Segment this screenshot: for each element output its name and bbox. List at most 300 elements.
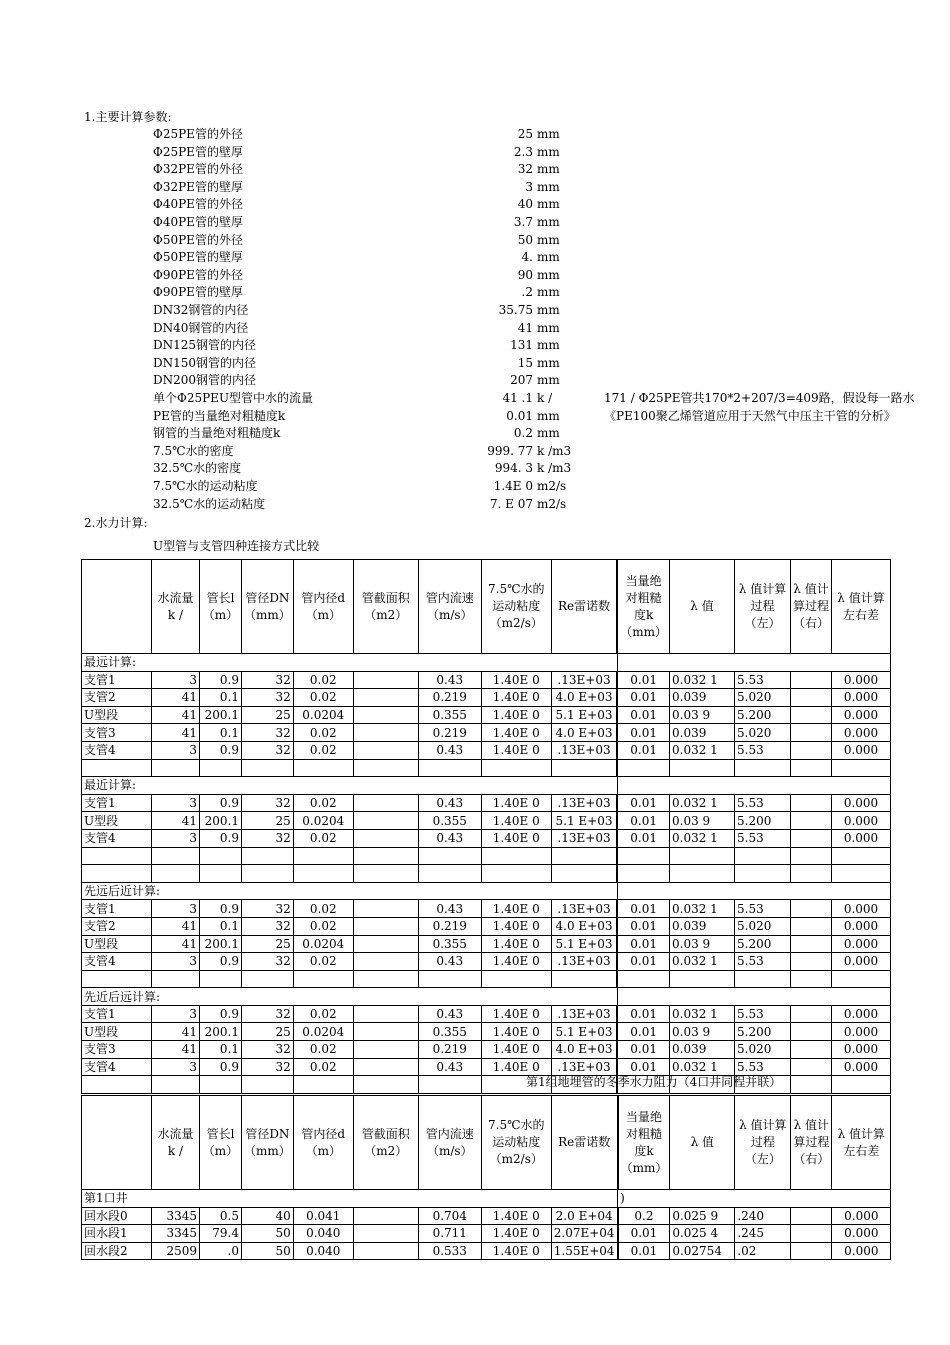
table-cell: 0.000 bbox=[832, 1041, 891, 1059]
table-cell: 5.200 bbox=[735, 1023, 791, 1041]
empty-cell bbox=[551, 759, 617, 777]
table-cell bbox=[791, 689, 832, 707]
column-header: λ 值计算过程（右） bbox=[791, 560, 832, 654]
table-cell: .02 bbox=[735, 1242, 791, 1260]
table-cell bbox=[353, 671, 418, 689]
param-unit: mm bbox=[537, 232, 560, 247]
empty-cell bbox=[832, 847, 891, 865]
empty-cell bbox=[200, 759, 242, 777]
param-row bbox=[0, 320, 950, 338]
table-cell: 0.01 bbox=[617, 1041, 669, 1059]
table-cell: 0.01 bbox=[617, 935, 669, 953]
empty-cell bbox=[481, 865, 551, 883]
table-cell: 5.200 bbox=[735, 706, 791, 724]
param-value: 3 bbox=[525, 179, 533, 194]
param-name: DN200钢管的内径 bbox=[153, 373, 257, 388]
table-cell: 0.039 bbox=[670, 689, 735, 707]
table-cell: 200.1 bbox=[200, 812, 242, 830]
table-cell bbox=[791, 953, 832, 971]
param-name: DN150钢管的内径 bbox=[153, 355, 257, 370]
table-cell: 0.1 bbox=[200, 1041, 242, 1059]
param-unit: mm bbox=[537, 144, 560, 159]
table-cell: 1.40E 0 bbox=[481, 794, 551, 812]
table-cell: 3 bbox=[152, 741, 200, 759]
table-cell: 回水段1 bbox=[82, 1225, 152, 1243]
param-name: 单个Φ25PEU型管中水的流量 bbox=[153, 391, 314, 405]
param-value: 131 bbox=[510, 338, 533, 353]
table-cell: 3 bbox=[152, 1005, 200, 1023]
table-cell: 0.032 1 bbox=[670, 794, 735, 812]
table-cell: 1.40E 0 bbox=[481, 1207, 551, 1225]
table-cell: 5.53 bbox=[735, 794, 791, 812]
empty-cell bbox=[670, 759, 735, 777]
param-name: 钢管的当量绝对粗糙度k bbox=[153, 426, 281, 441]
table-cell: 32 bbox=[242, 741, 294, 759]
param-row bbox=[0, 478, 950, 496]
param-value: 999. 77 bbox=[487, 443, 533, 458]
table-cell: 0.01 bbox=[618, 1225, 670, 1243]
table-cell: 5.53 bbox=[735, 829, 791, 847]
table-cell: 200.1 bbox=[200, 706, 242, 724]
table-cell: 5.020 bbox=[735, 689, 791, 707]
table-cell: 0.0204 bbox=[293, 935, 353, 953]
empty-cell bbox=[82, 1076, 152, 1094]
table-cell bbox=[353, 1225, 418, 1243]
table-cell: 0.032 1 bbox=[670, 900, 735, 918]
table-row bbox=[82, 1207, 891, 1225]
table-cell: 0.000 bbox=[832, 724, 891, 742]
empty-cell bbox=[152, 865, 200, 883]
table-cell: 0.000 bbox=[832, 829, 891, 847]
table-cell: 0.0204 bbox=[293, 812, 353, 830]
param-value: 50 bbox=[517, 232, 533, 247]
table-cell: 0.9 bbox=[200, 741, 242, 759]
table-cell: 0.040 bbox=[293, 1242, 353, 1260]
table-cell: 支管4 bbox=[82, 829, 152, 847]
param-value: 0.01 bbox=[506, 408, 533, 423]
table-cell: 0.02 bbox=[293, 917, 353, 935]
empty-cell bbox=[242, 847, 294, 865]
table-cell: 3345 bbox=[152, 1225, 200, 1243]
table-cell: 0.01 bbox=[617, 689, 669, 707]
table-cell: 2.0 E+04 bbox=[551, 1207, 617, 1225]
table-row bbox=[82, 741, 891, 759]
table-cell bbox=[791, 706, 832, 724]
table-cell: 支管4 bbox=[82, 741, 152, 759]
table-cell: 1.40E 0 bbox=[481, 812, 551, 830]
table-cell: 5.020 bbox=[735, 917, 791, 935]
table-cell: 1.40E 0 bbox=[481, 689, 551, 707]
param-value: 32 bbox=[517, 162, 533, 177]
table-row bbox=[82, 812, 891, 830]
table-cell: 1.40E 0 bbox=[481, 953, 551, 971]
empty-cell bbox=[481, 759, 551, 777]
column-header: 水流量k / bbox=[152, 1096, 200, 1190]
param-name: Φ50PE管的外径 bbox=[153, 232, 243, 247]
column-header: 管截面积（m2） bbox=[353, 1096, 418, 1190]
table-cell bbox=[353, 724, 418, 742]
table-row bbox=[82, 671, 891, 689]
table-cell: 32 bbox=[242, 829, 294, 847]
table-cell: 0.01 bbox=[617, 741, 669, 759]
table-row bbox=[82, 794, 891, 812]
table-cell bbox=[353, 1207, 418, 1225]
empty-cell bbox=[832, 865, 891, 883]
table1-caption: U型管与支管四种连接方式比较 bbox=[153, 539, 320, 553]
empty-cell bbox=[293, 1076, 353, 1094]
table-cell: 0.03 9 bbox=[670, 1023, 735, 1041]
param-unit: mm bbox=[537, 127, 560, 141]
param-row bbox=[0, 249, 950, 267]
param-unit: m2/s bbox=[537, 496, 567, 511]
empty-cell bbox=[293, 865, 353, 883]
section-tail bbox=[617, 654, 890, 672]
table-cell: 0.000 bbox=[832, 900, 891, 918]
table-cell: 0.000 bbox=[832, 1242, 891, 1260]
param-unit: mm bbox=[537, 303, 560, 317]
table-cell: 0.5 bbox=[200, 1207, 242, 1225]
param-row bbox=[0, 443, 950, 461]
table-cell bbox=[791, 935, 832, 953]
table-cell: 25 bbox=[242, 706, 294, 724]
table-cell: 0.032 1 bbox=[670, 829, 735, 847]
table-cell: 0.711 bbox=[418, 1225, 481, 1243]
empty-cell bbox=[670, 847, 735, 865]
table-header-row bbox=[82, 560, 891, 654]
param-name: Φ90PE管的外径 bbox=[153, 267, 243, 282]
table-cell: 4.0 E+03 bbox=[551, 917, 617, 935]
table-cell: 0.219 bbox=[418, 689, 481, 707]
param-name: Φ25PE管的壁厚 bbox=[153, 144, 243, 159]
table-cell: 0.01 bbox=[617, 953, 669, 971]
table-cell: 0.9 bbox=[200, 671, 242, 689]
table-cell: U型段 bbox=[82, 935, 152, 953]
empty-cell bbox=[242, 970, 294, 988]
table-cell: 0.01 bbox=[617, 1005, 669, 1023]
column-header: λ 值计算左右差 bbox=[832, 1096, 891, 1190]
empty-cell bbox=[551, 847, 617, 865]
param-unit: mm bbox=[537, 285, 560, 300]
table-cell: 0.219 bbox=[418, 1041, 481, 1059]
table-cell: 0.000 bbox=[832, 1023, 891, 1041]
param-value: 207 bbox=[510, 373, 533, 388]
table-row bbox=[82, 1041, 891, 1059]
table-cell bbox=[353, 741, 418, 759]
table-cell: 32 bbox=[242, 1005, 294, 1023]
table-cell: U型段 bbox=[82, 812, 152, 830]
table-cell: 5.53 bbox=[735, 953, 791, 971]
table1 bbox=[81, 559, 891, 1094]
table-cell: 0.000 bbox=[832, 935, 891, 953]
table-cell bbox=[791, 917, 832, 935]
table-row bbox=[82, 1190, 891, 1208]
column-header: Re雷诺数 bbox=[551, 560, 617, 654]
param-value: 1.4E 0 bbox=[493, 479, 533, 493]
empty-cell bbox=[82, 759, 152, 777]
table-cell: 3 bbox=[152, 900, 200, 918]
table-cell: .13E+03 bbox=[551, 794, 617, 812]
table-cell: 0.03 9 bbox=[670, 812, 735, 830]
param-row bbox=[0, 126, 950, 144]
table-cell: 0.355 bbox=[418, 1023, 481, 1041]
table-cell: 32 bbox=[242, 1058, 294, 1076]
table-cell: 0.1 bbox=[200, 689, 242, 707]
param-row bbox=[0, 284, 950, 302]
empty-cell bbox=[832, 970, 891, 988]
table-cell bbox=[353, 812, 418, 830]
table-cell: 5.53 bbox=[735, 1005, 791, 1023]
table-cell: 0.000 bbox=[832, 917, 891, 935]
table-cell: 5.200 bbox=[735, 812, 791, 830]
param-unit: mm bbox=[537, 338, 560, 353]
table-cell: 0.032 1 bbox=[670, 953, 735, 971]
param-name: Φ40PE管的外径 bbox=[153, 197, 243, 212]
table-cell bbox=[353, 829, 418, 847]
table-cell: 41 bbox=[152, 1023, 200, 1041]
table-cell: 支管3 bbox=[82, 724, 152, 742]
table-cell bbox=[791, 812, 832, 830]
empty-cell bbox=[152, 970, 200, 988]
table-cell: 0.43 bbox=[418, 671, 481, 689]
section2-title: 2.水力计算: bbox=[84, 516, 148, 530]
empty-cell bbox=[617, 865, 669, 883]
empty-cell bbox=[670, 865, 735, 883]
column-header: λ 值 bbox=[670, 1096, 735, 1190]
table-cell: 5.53 bbox=[735, 741, 791, 759]
empty-cell bbox=[200, 865, 242, 883]
table-cell bbox=[791, 1058, 832, 1076]
table-cell: .245 bbox=[735, 1225, 791, 1243]
table-row bbox=[82, 689, 891, 707]
table-cell: 0.02 bbox=[293, 1041, 353, 1059]
param-name: 32.5℃水的密度 bbox=[153, 461, 242, 476]
param-name: PE管的当量绝对粗糙度k bbox=[153, 408, 286, 423]
table-cell: 0.01 bbox=[617, 671, 669, 689]
table-row bbox=[82, 759, 891, 777]
table-row bbox=[82, 706, 891, 724]
empty-cell bbox=[481, 970, 551, 988]
table-cell bbox=[353, 917, 418, 935]
table-cell: 5.1 E+03 bbox=[551, 812, 617, 830]
table-cell: 0.02 bbox=[293, 724, 353, 742]
table-cell: 32 bbox=[242, 1041, 294, 1059]
table-cell: 50 bbox=[242, 1225, 294, 1243]
param-name: 7.5℃水的运动粘度 bbox=[153, 479, 258, 493]
param-unit: k / bbox=[537, 391, 553, 405]
param-unit: mm bbox=[537, 250, 560, 265]
table-cell: 0.2 bbox=[618, 1207, 670, 1225]
table-cell: 0.43 bbox=[418, 900, 481, 918]
table-cell bbox=[791, 1023, 832, 1041]
table-row bbox=[82, 882, 891, 900]
table-cell: 4.0 E+03 bbox=[551, 724, 617, 742]
param-unit: mm bbox=[537, 179, 560, 194]
table-cell: 0.01 bbox=[617, 724, 669, 742]
column-header bbox=[82, 1096, 152, 1190]
empty-cell bbox=[293, 970, 353, 988]
table-cell: 0.0204 bbox=[293, 1023, 353, 1041]
table-cell bbox=[791, 1242, 832, 1260]
table-cell: 32 bbox=[242, 953, 294, 971]
section-label: 第1口井 bbox=[82, 1190, 618, 1208]
section-tail: ) bbox=[618, 1190, 891, 1208]
table-cell: 1.40E 0 bbox=[481, 1041, 551, 1059]
param-unit: m2/s bbox=[537, 479, 567, 493]
table-cell: 0.9 bbox=[200, 953, 242, 971]
table-cell: 1.40E 0 bbox=[481, 1242, 551, 1260]
table-cell: 0.355 bbox=[418, 706, 481, 724]
table-cell: 2509 bbox=[152, 1242, 200, 1260]
param-name: 7.5℃水的密度 bbox=[153, 443, 234, 458]
table-cell: 0.01 bbox=[618, 1242, 670, 1260]
table-cell: 4.0 E+03 bbox=[551, 1041, 617, 1059]
table-cell: 0.040 bbox=[293, 1225, 353, 1243]
table-cell: 3 bbox=[152, 671, 200, 689]
table-cell: 0.01 bbox=[617, 812, 669, 830]
column-header: 当量绝对粗糙度k（mm） bbox=[617, 560, 669, 654]
table-cell bbox=[791, 671, 832, 689]
table-cell: 0.032 1 bbox=[670, 1005, 735, 1023]
table-cell: 0.000 bbox=[832, 812, 891, 830]
empty-cell bbox=[791, 865, 832, 883]
param-unit: mm bbox=[537, 355, 560, 370]
column-header: λ 值计算过程（左） bbox=[735, 560, 791, 654]
column-header: 管径DN（mm） bbox=[242, 560, 294, 654]
empty-cell bbox=[617, 759, 669, 777]
table-row bbox=[82, 917, 891, 935]
table-cell: 32 bbox=[242, 671, 294, 689]
empty-cell bbox=[791, 970, 832, 988]
table-cell: 5.53 bbox=[735, 900, 791, 918]
table-cell: 41 bbox=[152, 917, 200, 935]
table-cell: 1.40E 0 bbox=[481, 1225, 551, 1243]
empty-cell bbox=[152, 759, 200, 777]
param-unit: mm bbox=[537, 426, 560, 441]
param-row bbox=[0, 232, 950, 250]
empty-cell bbox=[353, 865, 418, 883]
column-header: 管径DN（mm） bbox=[242, 1096, 294, 1190]
column-header: 管内流速（m/s） bbox=[418, 560, 481, 654]
table-cell: 0.000 bbox=[832, 1225, 891, 1243]
table-cell: 0.01 bbox=[617, 706, 669, 724]
table-cell: 支管1 bbox=[82, 794, 152, 812]
param-name: Φ90PE管的壁厚 bbox=[153, 285, 243, 300]
table-cell: 3 bbox=[152, 953, 200, 971]
table-cell: 41 bbox=[152, 1041, 200, 1059]
param-unit: mm bbox=[537, 373, 560, 388]
table-cell: 回水段0 bbox=[82, 1207, 152, 1225]
empty-cell bbox=[617, 847, 669, 865]
table-cell: .13E+03 bbox=[551, 1005, 617, 1023]
table-cell: 支管1 bbox=[82, 1005, 152, 1023]
empty-cell bbox=[200, 1076, 242, 1094]
table-cell: 0.355 bbox=[418, 935, 481, 953]
table-cell: 5.1 E+03 bbox=[551, 1023, 617, 1041]
table-cell: 0.032 1 bbox=[670, 741, 735, 759]
empty-cell bbox=[735, 970, 791, 988]
empty-cell bbox=[293, 759, 353, 777]
table-cell: 0.02 bbox=[293, 741, 353, 759]
table-cell: .13E+03 bbox=[551, 741, 617, 759]
param-row bbox=[0, 196, 950, 214]
column-header: 管内流速（m/s） bbox=[418, 1096, 481, 1190]
param-name: Φ25PE管的外径 bbox=[153, 127, 243, 141]
table-cell: 32 bbox=[242, 917, 294, 935]
table-cell: 41 bbox=[152, 724, 200, 742]
table-cell: 32 bbox=[242, 900, 294, 918]
table-cell: 0.1 bbox=[200, 724, 242, 742]
table-cell: 0.000 bbox=[832, 689, 891, 707]
empty-cell bbox=[242, 759, 294, 777]
table-cell: 0.43 bbox=[418, 829, 481, 847]
empty-cell bbox=[617, 970, 669, 988]
table-cell: 0.02 bbox=[293, 1005, 353, 1023]
table-row bbox=[82, 900, 891, 918]
param-name: Φ32PE管的外径 bbox=[153, 162, 243, 177]
table-cell: 3345 bbox=[152, 1207, 200, 1225]
table-cell: 5.53 bbox=[735, 1058, 791, 1076]
table-cell: 0.000 bbox=[832, 1058, 891, 1076]
param-value: 994. 3 bbox=[494, 461, 533, 476]
table-cell: 0.03 9 bbox=[670, 706, 735, 724]
column-header: 7.5℃水的运动粘度（m2/s） bbox=[481, 1096, 551, 1190]
table-row bbox=[82, 724, 891, 742]
empty-cell bbox=[152, 1076, 200, 1094]
table-cell: 41 bbox=[152, 689, 200, 707]
table-row bbox=[82, 847, 891, 865]
table-cell: 0.43 bbox=[418, 1005, 481, 1023]
table-cell: 0.032 1 bbox=[670, 1058, 735, 1076]
param-note: 《PE100聚乙烯管道应用于天然气中压主干管的分析》 bbox=[604, 408, 896, 423]
table-cell: 3 bbox=[152, 794, 200, 812]
param-name: DN40钢管的内径 bbox=[153, 320, 249, 335]
column-header: λ 值计算过程（左） bbox=[735, 1096, 791, 1190]
table-cell bbox=[353, 935, 418, 953]
table-cell: 1.40E 0 bbox=[481, 1023, 551, 1041]
table-cell bbox=[353, 1242, 418, 1260]
table-cell: 0.000 bbox=[832, 706, 891, 724]
param-value: 35.75 bbox=[498, 303, 533, 317]
table-cell bbox=[791, 741, 832, 759]
section-tail bbox=[617, 777, 890, 795]
table-cell: 0.02 bbox=[293, 829, 353, 847]
table-cell: 0.000 bbox=[832, 1005, 891, 1023]
column-header: Re雷诺数 bbox=[551, 1096, 617, 1190]
column-header: 管长l（m） bbox=[200, 560, 242, 654]
empty-cell bbox=[152, 847, 200, 865]
param-row bbox=[0, 267, 950, 285]
table-cell bbox=[353, 1041, 418, 1059]
table-cell bbox=[791, 1041, 832, 1059]
section-label: 先远后近计算: bbox=[82, 882, 618, 900]
table-cell: 32 bbox=[242, 724, 294, 742]
empty-cell bbox=[670, 970, 735, 988]
column-header: 当量绝对粗糙度k（mm） bbox=[618, 1096, 670, 1190]
table-cell bbox=[353, 953, 418, 971]
param-row bbox=[0, 408, 950, 426]
empty-cell bbox=[418, 865, 481, 883]
param-row bbox=[0, 355, 950, 373]
table-row bbox=[82, 953, 891, 971]
empty-cell bbox=[200, 970, 242, 988]
table2 bbox=[81, 1095, 891, 1260]
table-cell bbox=[791, 794, 832, 812]
param-unit: mm bbox=[537, 408, 560, 423]
table-cell bbox=[353, 706, 418, 724]
table-cell: 200.1 bbox=[200, 935, 242, 953]
empty-cell bbox=[418, 759, 481, 777]
table-cell bbox=[353, 1023, 418, 1041]
